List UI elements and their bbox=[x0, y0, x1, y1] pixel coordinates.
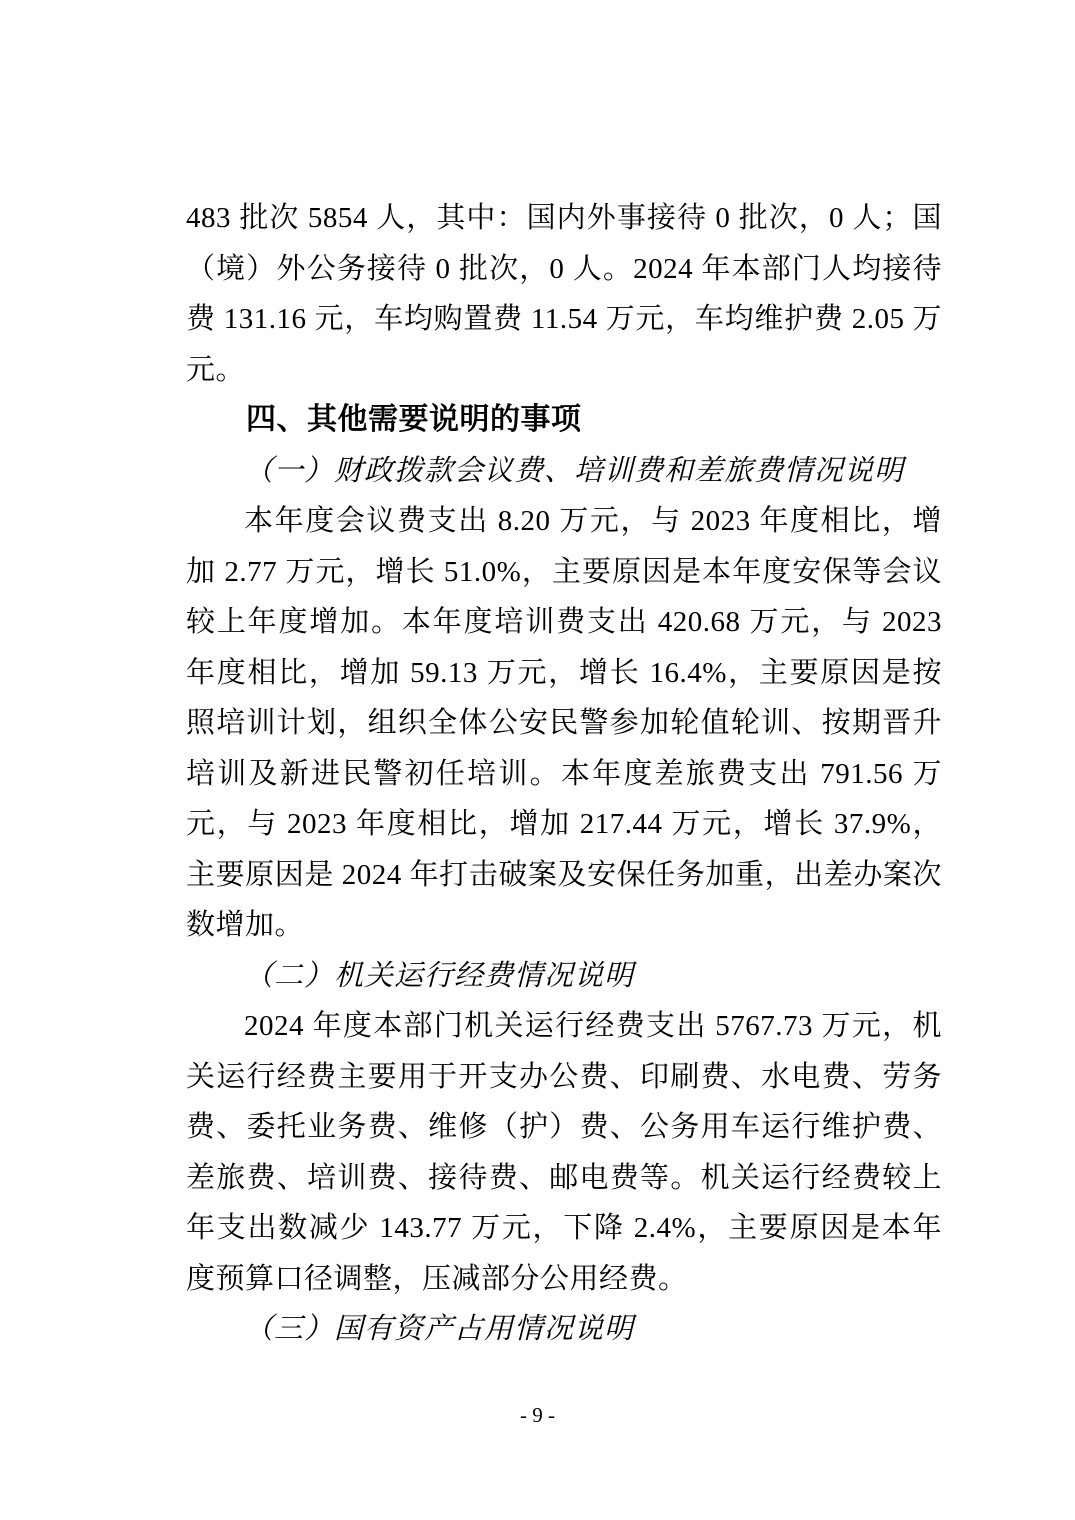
section-heading: 四、其他需要说明的事项 bbox=[246, 403, 582, 436]
subsection-heading-2: （二）机关运行经费情况说明 bbox=[244, 959, 635, 992]
subsection-heading-1: （一）财政拨款会议费、培训费和差旅费情况说明 bbox=[244, 454, 905, 487]
page-number: - 9 - bbox=[520, 1403, 555, 1427]
body-paragraph: 2024 年度本部门机关运行经费支出 5767.73 万元，机关运行经费主要用于开支办公费、印刷费、水电费、劳务费、委托业务费、维修（护）费、公务用车运行维护费、差旅费、培训费、接待费、邮电费等。机关运行经费较上年支出数减少 143.77 万元，下降 2.4%，主要原因是本年度预算口径调整，压减部分公用经费。 bbox=[186, 1010, 942, 1295]
document-body bbox=[186, 193, 942, 1355]
subsection-heading-3: （三）国有资产占用情况说明 bbox=[244, 1313, 635, 1345]
body-paragraph: 本年度会议费支出 8.20 万元，与 2023 年度相比，增加 2.77 万元，增长 51.0%，主要原因是本年度安保等会议较上年度增加。本年度培训费支出 420.68 万元，与 2023 年度相比，增加 59.13 万元，增长 16.4%，主要原因是按照培训计划，组织全体公安民警参加轮值轮训、按期晋升培训及新进民警初任培训。本年度差旅费支出 791.56 万元，与 2023 年度相比，增加 217.44 万元，增长 37.9%，主要原因是 2024 年打击破案及安保任务加重，出差办案次数增加。 bbox=[186, 505, 942, 941]
body-paragraph-continued: 483 批次 5854 人，其中：国内外事接待 0 批次，0 人；国（境）外公务接待 0 批次，0 人。2024 年本部门人均接待费 131.16 元，车均购置费 11.54 万元，车均维护费 2.05 万元。 bbox=[186, 202, 942, 386]
